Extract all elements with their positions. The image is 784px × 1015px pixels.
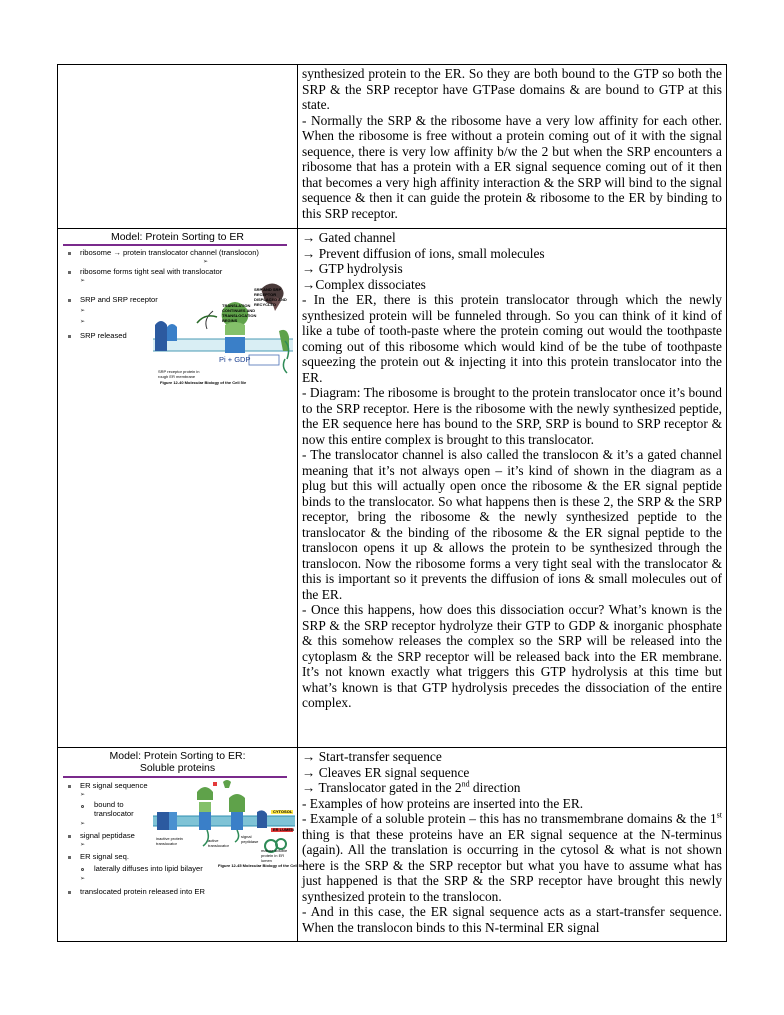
slide-title: Model: Protein Sorting to ER: — [109, 750, 246, 762]
sub-bullet-icon: ➢ — [80, 842, 86, 848]
notes-paragraph: - In the ER, there is this protein translocator through which the newly synthesized protein will be funneled through. So you can think of it kind of like a tube of tooth-paste where the protein coming out would the toothpaste coming out of this ribosome which would kind of be the tube of toothpaste squeezing the protein out & injecting it into this protein translocator into the ER. — [302, 292, 722, 385]
notes-cell — [298, 229, 727, 748]
slide-divider — [63, 244, 287, 246]
table-row — [58, 65, 727, 229]
bullet-icon — [68, 785, 71, 788]
slide-subtitle: Soluble proteins — [139, 762, 216, 774]
notes-paragraph: - Once this happens, how does this dissociation occur? What’s known is the SRP & the SRP receptor hydrolyze their GTP to GDP & inorganic phosphate & this somehow releases the complex so the SRP will be released into the cytoplasm & the SRP receptor will be released back into the ER membrane. It’s not known exactly what triggers this GTP hydrolysis at this time but what’s known is that GTP hydrolysis precedes the dissociation of the entire complex. — [302, 602, 722, 710]
slide-sub-bullet: laterally diffuses into lipid bilayer — [94, 864, 203, 873]
figure-label: signal peptidase — [241, 834, 259, 844]
sub-bullet-icon: ➢ — [203, 259, 209, 265]
notes-point: → GTP hydrolysis — [302, 261, 403, 276]
slide-bullet: translocated protein released into ER — [80, 887, 205, 896]
figure-label: TRANSLATION CONTINUES AND TRANSLOCATION BEGINS — [222, 303, 257, 323]
notes-point: → Translocator gated in the 2nd direction — [302, 779, 521, 795]
notes-paragraph: - Example of a soluble protein – this has no transmembrane domains & the 1st thing is that these proteins have an ER signal sequence at the N-terminus (again). All the translation is occurring in the cytosol & what is not shown here is the SRP & the SRP receptor but what you have to assume what has just happened is that the SRP & the SRP receptor have brought this newly synthesized protein to the translocon. — [302, 810, 722, 904]
slide-bullet: SRP and SRP receptor — [80, 295, 158, 304]
slide-thumbnail — [58, 748, 305, 941]
slide-cell — [58, 229, 298, 748]
slide-bullet: SRP released — [80, 331, 127, 340]
figure-label: active translocator — [208, 838, 229, 848]
bullet-icon — [68, 252, 71, 255]
notes-table — [57, 64, 727, 942]
figure-label: mature soluble protein in ER lumen — [261, 848, 288, 863]
notes-point: → Cleaves ER signal sequence — [302, 764, 470, 780]
slide-thumbnail — [58, 229, 297, 747]
notes-paragraph: - Diagram: The ribosome is brought to the protein translocator once it’s bound to the SRP receptor. Here is the ribosome with the newly synthesized peptide, the ER sequence here has bound to the SRP, SRP is bound to SRP receptor & now this entire complex is brought to this translocator. — [302, 385, 722, 447]
slide-title: Model: Protein Sorting to ER — [110, 231, 245, 243]
sub-bullet-icon: ➢ — [80, 821, 86, 827]
bullet-icon — [68, 856, 71, 859]
notes-paragraph: synthesized protein to the ER. So they are both bound to the GTP so both the SRP & the SRP receptor have GTPase domains & are bound to GTP at this state. — [302, 66, 722, 112]
slide-bullet: ribosome forms tight seal with translocator — [80, 267, 223, 276]
bullet-icon — [68, 835, 71, 838]
figure-label: inactive protein translocator — [156, 836, 183, 846]
slide-sub-bullet: bound to translocator — [94, 800, 134, 818]
sub-bullet-icon: ➢ — [80, 308, 86, 314]
notes-paragraph: - And in this case, the ER signal sequence acts as a start-transfer sequence. When the translocon binds to this N-terminal ER signal — [302, 904, 722, 935]
bullet-icon — [68, 891, 71, 894]
table-row — [58, 229, 727, 748]
figure-caption: Figure 12-45 Molecular Biology of the Cell 5/e — [218, 863, 305, 868]
table-row — [58, 748, 727, 942]
notes-paragraph: - The translocator channel is also called the translocon & it’s a gated channel meaning that it’s not always open – it’s kind of shown in the diagram as a plug but this will actually open once the ribosome & the ER signal peptide binds to the translocator. So what happens then is these 2, the SRP & the SRP receptor, bring the ribosome & the newly synthesized peptide to the translocator & the binding of the ribosome & the ER signal peptide to the translocon opens it up & allows the protein to be synthesized through the translocon. Now the ribosome forms a very tight seal with the translocator & this is important so it prevents the diffusion of ions & small molecules out of the ER. — [302, 447, 722, 602]
slide-bullet: signal peptidase — [80, 831, 135, 840]
notes-point: →Complex dissociates — [302, 276, 426, 292]
slide-bullet: ER signal sequence — [80, 781, 148, 790]
bullet-icon — [68, 335, 71, 338]
slide-bullet: ribosome → protein translocator channel (translocon) — [80, 248, 259, 257]
sub-bullet-icon: ➢ — [80, 278, 86, 284]
slide-bullet: ER signal seq. — [80, 852, 129, 861]
slide-cell — [58, 748, 305, 942]
sub-bullet-icon — [81, 805, 84, 808]
figure-label: SRP receptor protein in rough ER membrane — [158, 369, 200, 379]
notes-cell — [298, 748, 727, 942]
sub-bullet-icon: ➢ — [80, 792, 86, 798]
notes-point: → Prevent diffusion of ions, small molecules — [302, 245, 545, 261]
er-lumen-label: ER LUMEN — [273, 827, 294, 832]
figure-label: SRP AND SRP RECEPTOR DISPLACED AND RECYCLED — [254, 287, 287, 307]
bullet-icon — [68, 299, 71, 302]
notes-paragraph: - Normally the SRP & the ribosome have a very low affinity for each other. When the ribosome is free without a protein coming out of it with the signal sequence, there is very low affinity b/w the 2 but when the SRP encounters a ribosome that has a protein with a ER signal sequence coming out of it then that becomes a very high affinity interaction & the SRP will bind to the signal sequence & then it can guide the protein & ribosome to the ER by binding to this SRP receptor. — [302, 112, 722, 221]
sub-bullet-icon: ➢ — [80, 876, 86, 882]
bullet-icon — [68, 271, 71, 274]
notes-cell — [298, 65, 727, 229]
cytosol-label: CYTOSOL — [273, 809, 293, 814]
slide-cell-empty — [58, 65, 298, 229]
pi-gdp-label: Pi + GDP — [219, 355, 251, 364]
figure-caption: Figure 12-40 Molecular Biology of the Cell 5/e — [160, 380, 247, 385]
notes-point: → Start-transfer sequence — [302, 749, 442, 764]
sub-bullet-icon: ➢ — [80, 319, 86, 325]
notes-point: → Gated channel — [302, 230, 396, 245]
sub-bullet-icon — [81, 868, 84, 871]
notes-paragraph: - Examples of how proteins are inserted into the ER. — [302, 795, 584, 811]
